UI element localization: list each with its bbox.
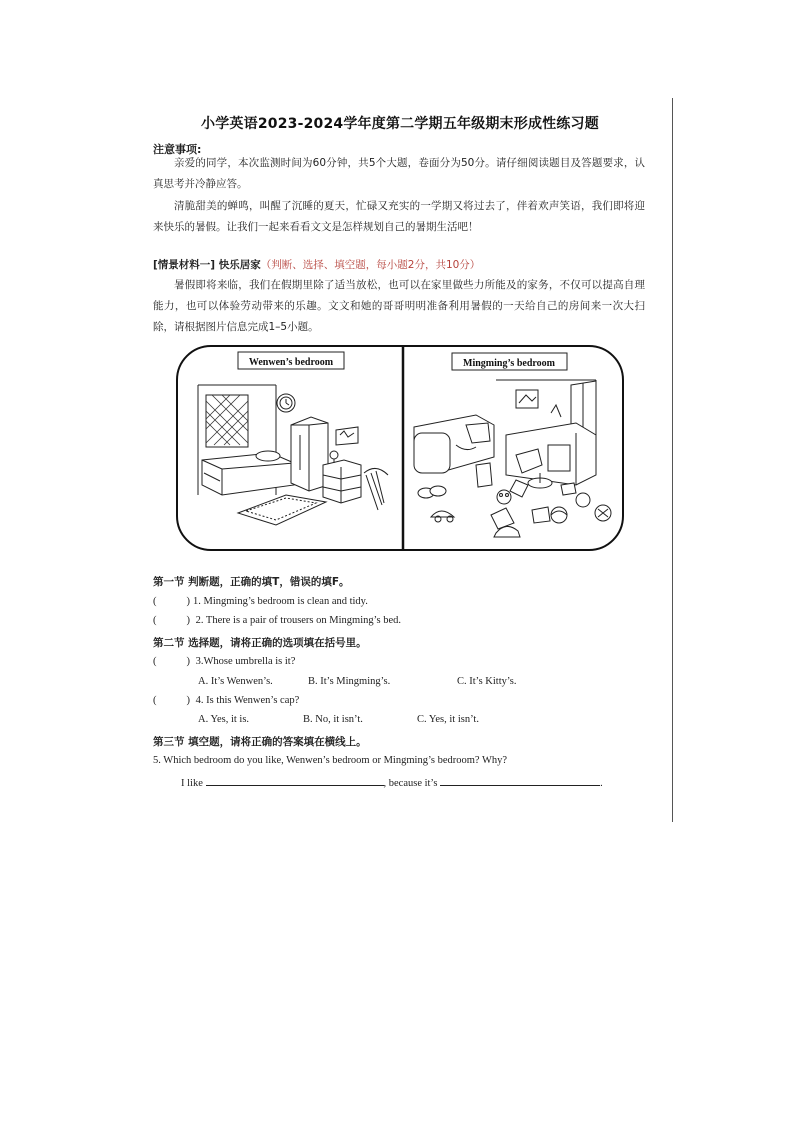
answer-line-mid: , because it’s [383, 778, 438, 789]
answer-bracket-1[interactable]: ( ) [153, 596, 190, 607]
question-3 [153, 656, 295, 667]
q4-option-c: C. Yes, it isn’t. [417, 714, 479, 725]
question-1-text: 1. Mingming’s bedroom is clean and tidy. [193, 596, 368, 607]
notice-heading: 注意事项: [153, 143, 202, 156]
section-intro: 暑假即将来临，我们在假期里除了适当放松，也可以在家里做些力所能及的家务，不仅可以提高自理能力，也可以体验劳动带来的乐趣。文文和她的哥哥明明准备利用暑假的一天给自己的房间来一次大扫除，请根据图片信息完成1–5小题。 [153, 279, 645, 333]
answer-bracket-3[interactable]: ( ) [153, 656, 190, 667]
q3-option-c: C. It’s Kitty’s. [457, 676, 517, 687]
section-heading [153, 257, 480, 272]
q3-option-a: A. It’s Wenwen’s. [198, 676, 273, 687]
answer-blank-2[interactable] [440, 775, 600, 786]
bedrooms-illustration [176, 345, 624, 551]
question-2 [153, 615, 401, 626]
part3-heading: 第三节 填空题，请将正确的答案填在横线上。 [153, 736, 367, 748]
question-4-text: 4. Is this Wenwen’s cap? [193, 695, 300, 706]
section-scoring-info: （判断、选择、填空题，每小题2分，共10分） [260, 259, 481, 271]
q4-option-b: B. No, it isn’t. [303, 714, 363, 725]
answer-bracket-2[interactable]: ( ) [153, 615, 190, 626]
question-4 [153, 695, 299, 706]
question-3-text: 3.Whose umbrella is it? [193, 656, 296, 667]
section-label: [情景材料一] 快乐居家 [153, 259, 261, 271]
right-room-label: Mingming’s bedroom [463, 358, 555, 369]
q3-option-b: B. It’s Mingming’s. [308, 676, 391, 687]
question-5-answer-line [181, 775, 603, 789]
exam-title: 小学英语2023-2024学年度第二学期五年级期末形成性练习题 [201, 116, 599, 132]
part1-heading: 第一节 判断题，正确的填T，错误的填F。 [153, 576, 350, 588]
left-room-label: Wenwen’s bedroom [248, 357, 334, 368]
answer-bracket-4[interactable]: ( ) [153, 695, 190, 706]
part2-heading: 第二节 选择题，请将正确的选项填在括号里。 [153, 637, 367, 649]
question-1 [153, 596, 368, 607]
answer-line-start: I like [181, 778, 203, 789]
notice-paragraph-2: 清脆甜美的蝉鸣，叫醒了沉睡的夏天，忙碌又充实的一学期又将过去了，伴着欢声笑语，我们即将迎来快乐的暑假。让我们一起来看看文文是怎样规划自己的暑期生活吧！ [153, 200, 645, 233]
notice-paragraph-1: 亲爱的同学，本次监测时间为60分钟，共5个大题，卷面分为50分。请仔细阅读题目及答题要求，认真思考并冷静应答。 [153, 157, 645, 190]
answer-line-end: . [600, 778, 603, 789]
question-5-text: 5. Which bedroom do you like, Wenwen’s bedroom or Mingming’s bedroom? Why? [153, 755, 508, 766]
answer-blank-1[interactable] [206, 775, 384, 786]
q4-option-a: A. Yes, it is. [198, 714, 250, 725]
binding-margin-line [672, 98, 673, 822]
question-2-text: 2. There is a pair of trousers on Mingming’s bed. [193, 615, 402, 626]
